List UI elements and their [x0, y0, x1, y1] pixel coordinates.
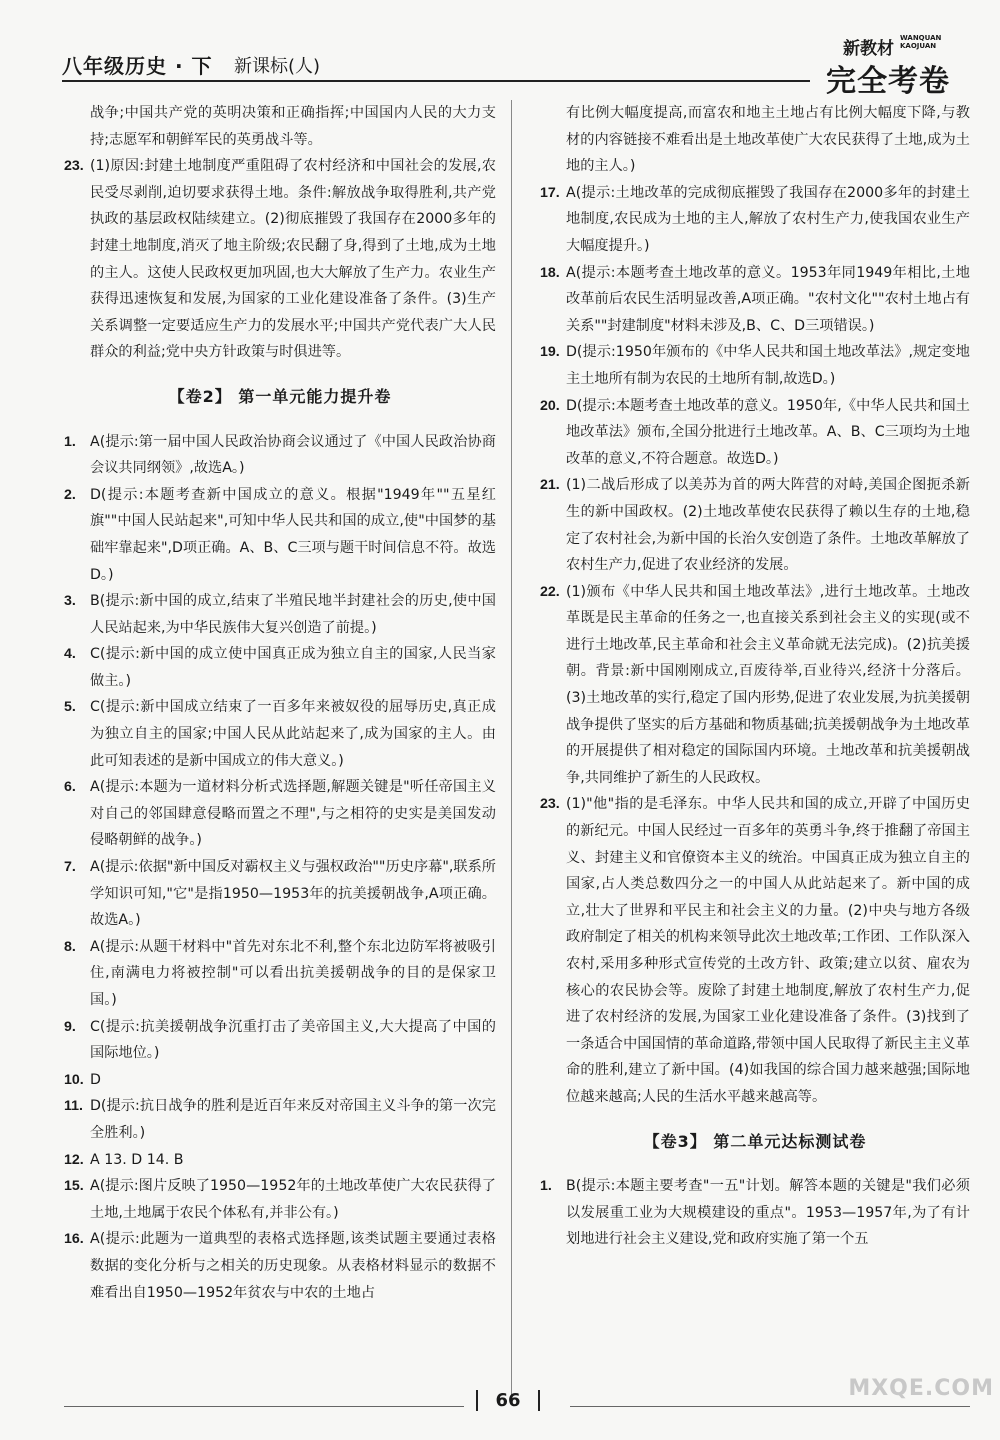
answer-item [540, 791, 970, 1110]
answer-number: 7. [64, 859, 76, 876]
answer-number: 3. [64, 593, 76, 610]
answer-number: 12. [64, 1151, 84, 1168]
answer-text: (1)"他"指的是毛泽东。中华人民共和国的成立,开辟了中国历史的新纪元。中国人民经过一百多年的英勇斗争,终于推翻了帝国主义、封建主义和官僚资本主义的统治。中国真正成为独立自主的国家,占人类总数四分之一的中国人从此站起来了。新中国的成立,壮大了世界和平民主和社会主义的力量。(2)中央与地方各级政府制定了相关的机构来领导此次土地改革;工作团、工作队深入农村,采用多种形式宣传党的土改方针、政策;建立以贫、雇农为核心的农民协会等。废除了封建土地制度,解放了农村生产力,促进了农村经济的发展,为国家工业化建设准备了条件。(3)找到了一条适合中国国情的革命道路,带领中国人民取得了新民主主义革命的胜利,建立了新中国。(4)如我国的综合国力越来越强;国际地位越来越高;人民的生活水平越来越高等。 [566, 796, 970, 1105]
answer-number: 21. [540, 477, 560, 494]
answer-text: A(提示:本题为一道材料分析式选择题,解题关键是"听任帝国主义对自己的邻国肆意侵略而置之不理",与之相符的史实是美国发动侵略朝鲜的战争。) [90, 779, 496, 849]
answer-number: 19. [540, 344, 560, 361]
answer-text: C(提示:新中国成立结束了一百多年来被奴役的屈辱历史,真正成为独立自主的国家;中国人民从此站起来了,成为国家的主人。由此可知表述的是新中国成立的伟大意义。) [90, 699, 496, 769]
watermark: MXQE.COM [848, 1376, 994, 1401]
section-title: 【卷3】 第二单元达标测试卷 [643, 1131, 867, 1151]
answer-text: (1)原因:封建土地制度严重阻碍了农村经济和中国社会的发展,农民受尽剥削,迫切要求获得土地。条件:解放战争取得胜利,共产党执政的基层政权陆续建立。(2)彻底摧毁了我国存在2000多年的封建土地制度,消灭了地主阶级;农民翻了身,得到了土地,成为土地的主人。这使人民政权更加巩固,也大大解放了生产力。农业生产获得迅速恢复和发展,为国家的工业化建设准备了条件。(3)生产关系调整一定要适应生产力的发展水平;中国共产党代表广大人民群众的利益;党中央方针政策与时俱进等。 [90, 158, 496, 361]
brand-subtitle: 新教材 [843, 39, 894, 59]
answer-number: 22. [540, 583, 560, 600]
header-rule [62, 80, 810, 82]
answer-number: 10. [64, 1071, 84, 1088]
answer-number: 6. [64, 779, 76, 796]
answer-number: 9. [64, 1018, 76, 1035]
answer-number: 18. [540, 264, 560, 281]
right-column [540, 100, 970, 1253]
answer-text: A(提示:本题考查土地改革的意义。1953年同1949年相比,土地改革前后农民生活明显改善,A项正确。"农村文化""农村土地占有关系""封建制度"材料未涉及,B、C、D三项错误。) [566, 264, 970, 334]
answer-number: 1. [64, 433, 76, 450]
answer-number: 1. [540, 1178, 552, 1195]
answer-text: A(提示:此题为一道典型的表格式选择题,该类试题主要通过表格数据的变化分析与之相关的历史现象。从表格材料显示的数据不难看出自1950—1952年贫农与中农的土地占 [90, 1231, 496, 1301]
page-number: 66 [476, 1390, 540, 1411]
answer-item [64, 429, 496, 482]
answer-text: A(提示:图片反映了1950—1952年的土地改革使广大农民获得了土地,土地属于农民个体私有,并非公有。) [90, 1178, 496, 1221]
page-header [62, 28, 950, 99]
answer-text: B(提示:本题主要考查"一五"计划。解答本题的关键是"我们必须以发展重工业为大规模建设的重点"。1953—1957年,为了有计划地进行社会主义建设,党和政府实施了第一个五 [566, 1178, 970, 1248]
answer-item [64, 1093, 496, 1146]
answer-item [540, 393, 970, 473]
answer-item [64, 1147, 496, 1174]
answer-item [64, 482, 496, 588]
answer-number: 2. [64, 486, 76, 503]
answer-number: 8. [64, 938, 76, 955]
answer-number: 23. [540, 796, 560, 813]
answer-item [64, 1014, 496, 1067]
answer-number: 23. [64, 158, 84, 175]
answer-item [64, 694, 496, 774]
answer-item [64, 934, 496, 1014]
brand-logo: 完全考卷 [826, 64, 950, 99]
footer-rule-left [64, 1406, 464, 1407]
answer-item [540, 1173, 970, 1253]
answer-item [540, 180, 970, 260]
answer-number: 16. [64, 1231, 84, 1248]
answer-text: A(提示:第一届中国人民政治协商会议通过了《中国人民政治协商会议共同纲领》,故选A。) [90, 433, 496, 477]
answer-item [64, 1067, 496, 1094]
answer-text: D(提示:1950年颁布的《中华人民共和国土地改革法》,规定变地主土地所有制为农民的土地所有制,故选D。) [566, 344, 970, 387]
answer-text: D(提示:本题考查土地改革的意义。1950年,《中华人民共和国土地改革法》颁布,全国分批进行土地改革。A、B、C三项均为土地改革的意义,不符合题意。故选D。) [566, 397, 970, 467]
answer-text: (1)二战后形成了以美苏为首的两大阵营的对峙,美国企图扼杀新生的新中国政权。(2)土地改革使农民获得了赖以生存的土地,稳定了农村社会,为新中国的长治久安创造了条件。土地改革解放了农村生产力,促进了农业经济的发展。 [566, 477, 970, 574]
answer-text: A(提示:依据"新中国反对霸权主义与强权政治""历史序幕",联系所学知识可知,"它"是指1950—1953年的抗美援朝战争,A项正确。故选A。) [90, 859, 496, 929]
answer-text: D(提示:本题考查新中国成立的意义。根据"1949年""五星红旗""中国人民站起来",可知中华人民共和国的成立,使"中国梦的基础牢靠起来",D项正确。A、B、C三项与题干时间信息不符。故选D。) [90, 486, 496, 583]
page-footer [64, 1384, 970, 1424]
answer-item [64, 153, 496, 366]
grade-label: 八年级历史 · 下 [62, 54, 213, 78]
answer-text: A(提示:土地改革的完成彻底摧毁了我国存在2000多年的封建土地制度,农民成为土地的主人,解放了农村生产力,使我国农业生产大幅度提升。) [566, 184, 970, 254]
answer-text: D [90, 1071, 101, 1088]
edition-label: 新课标(人) [234, 56, 321, 77]
answer-continuation: 战争;中国共产党的英明决策和正确指挥;中国国内人民的大力支持;志愿军和朝鲜军民的英勇战斗等。 [90, 105, 496, 148]
answer-number: 5. [64, 699, 76, 716]
answer-item [540, 579, 970, 792]
answer-number: 17. [540, 184, 560, 201]
answer-item [64, 854, 496, 934]
answer-text: A(提示:从题干材料中"首先对东北不利,整个东北边防军将被吸引住,南满电力将被控制"可以看出抗美援朝战争的目的是保家卫国。) [90, 938, 496, 1008]
answer-text: D(提示:抗日战争的胜利是近百年来反对帝国主义斗争的第一次完全胜利。) [90, 1098, 496, 1141]
footer-rule-right [570, 1406, 970, 1407]
answer-item [540, 339, 970, 392]
answer-item [64, 588, 496, 641]
answer-item [64, 641, 496, 694]
answer-text: B(提示:新中国的成立,结束了半殖民地半封建社会的历史,使中国人民站起来,为中华民族伟大复兴创造了前提。) [90, 593, 496, 636]
answer-number: 15. [64, 1178, 84, 1195]
answer-number: 4. [64, 646, 76, 663]
answer-number: 20. [540, 397, 560, 414]
left-column [64, 100, 496, 1306]
answer-text: A 13. D 14. B [90, 1151, 184, 1168]
column-divider [511, 100, 512, 1400]
answer-text: C(提示:抗美援朝战争沉重打击了美帝国主义,大大提高了中国的国际地位。) [90, 1018, 496, 1062]
answer-item [64, 774, 496, 854]
answer-text: C(提示:新中国的成立使中国真正成为独立自主的国家,人民当家做主。) [90, 646, 496, 689]
section-title: 【卷2】 第一单元能力提升卷 [168, 386, 392, 406]
brand-pinyin: WANQUAN KAOJUAN [900, 34, 942, 50]
answer-text: (1)颁布《中华人民共和国土地改革法》,进行土地改革。土地改革既是民主革命的任务之一,也直接关系到社会主义的实现(或不进行土地改革,民主革命和社会主义革命就无法完成)。(2)抗美援朝。背景:新中国刚刚成立,百废待举,百业待兴,经济十分落后。(3)土地改革的实行,稳定了国内形势,促进了农业发展,为抗美援朝战争提供了坚实的后方基础和物质基础;抗美援朝战争为土地改革的开展提供了相对稳定的国际国内环境。土地改革和抗美援朝战争,共同维护了新生的人民政权。 [566, 583, 970, 786]
answer-item [540, 472, 970, 578]
answer-continuation: 有比例大幅度提高,而富农和地主土地占有比例大幅度下降,与教材的内容链接不难看出是土地改革使广大农民获得了土地,成为土地的主人。) [566, 105, 970, 175]
answer-item [64, 1173, 496, 1226]
answer-item [540, 260, 970, 340]
answer-number: 11. [64, 1098, 83, 1115]
answer-item [64, 1226, 496, 1306]
